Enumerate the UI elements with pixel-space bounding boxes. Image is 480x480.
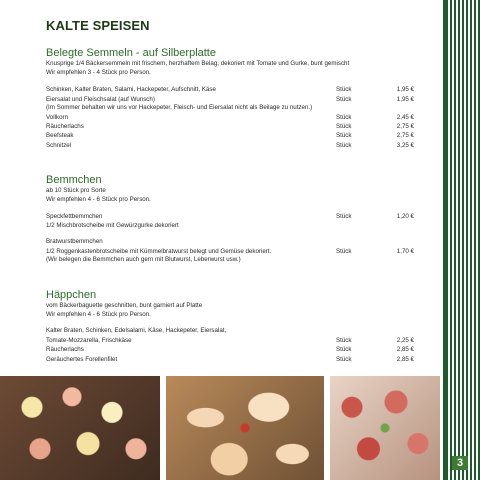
section-title: Bemmchen xyxy=(46,174,102,187)
section-title: Belegte Semmeln - auf Silberplatte xyxy=(46,47,216,59)
menu-item xyxy=(46,131,414,140)
section-description: Knusprige 1/4 Bäckersemmeln mit frischem, herzhaftem Belag, dekoriert mit Tomate und Gurke, bunt gemischt xyxy=(46,60,350,67)
section-semmeln xyxy=(46,47,414,150)
item-price: 1,70 € xyxy=(396,248,414,255)
item-unit: Stück xyxy=(336,86,352,94)
item-price: 2,45 € xyxy=(396,113,414,121)
item-price: 2,85 € xyxy=(396,355,414,363)
section-bemmchen xyxy=(46,174,414,265)
item-unit: Stück xyxy=(336,213,352,221)
section-haeppchen xyxy=(46,289,414,364)
item-unit: Stück xyxy=(336,248,352,255)
menu-content xyxy=(46,18,414,374)
item-unit: Stück xyxy=(336,95,352,103)
item-name: Räucherlachs xyxy=(46,123,84,130)
photo-haeppchen-platter xyxy=(166,376,324,480)
item-name: 1/2 Roggenkastenbrotscheibe mit Kümmelbratwurst belegt und Gemüse dekoriert. xyxy=(46,248,272,255)
section-description: vom Bäckerbaguette geschnitten, bunt garniert auf Platte xyxy=(46,302,203,309)
menu-item xyxy=(46,247,414,256)
page-number: 3 xyxy=(452,456,468,470)
photo-strip xyxy=(0,376,440,480)
item-price: 1,20 € xyxy=(396,213,414,221)
item-note: (Im Sommer behalten wir uns vor Hackepeter, Fleisch- und Eiersalat nicht als Beilage zu nutzen.) xyxy=(46,104,313,111)
section-recommendation: Wir empfehlen 4 - 6 Stück pro Person. xyxy=(46,310,151,318)
item-unit: Stück xyxy=(336,141,352,149)
item-note: (Wir belegen die Bemmchen auch gern mit Blutwurst, Leberwurst usw.) xyxy=(46,256,241,264)
menu-item xyxy=(46,113,414,122)
item-price: 2,25 € xyxy=(396,336,414,344)
item-name: Schnitzel xyxy=(46,141,72,149)
item-name: Beefsteak xyxy=(46,132,74,140)
menu-item xyxy=(46,212,414,221)
item-name: Schinken, Kalter Braten, Salami, Hackepeter, Aufschnitt, Käse xyxy=(46,86,216,94)
section-description: ab 10 Stück pro Sorte xyxy=(46,187,106,195)
item-unit: Stück xyxy=(336,113,352,121)
decorative-stripes xyxy=(446,0,480,480)
item-unit: Stück xyxy=(336,355,352,363)
menu-item xyxy=(46,345,414,354)
item-name: Kalter Braten, Schinken, Edelsalami, Käse, Hackepeter, Eiersalat, xyxy=(46,327,227,335)
section-title: Häppchen xyxy=(46,289,97,301)
item-name: Räucherlachs xyxy=(46,346,84,354)
menu-item xyxy=(46,122,414,131)
item-price: 2,75 € xyxy=(396,123,414,130)
item-price: 2,85 € xyxy=(396,346,414,354)
item-price: 2,75 € xyxy=(396,132,414,140)
menu-item xyxy=(46,355,414,364)
menu-item xyxy=(46,95,414,104)
item-description: 1/2 Mischbrotscheibe mit Gewürzgurke dekoriert xyxy=(46,221,179,229)
item-unit: Stück xyxy=(336,123,352,130)
item-name: Eiersalat und Fleischsalat (auf Wunsch) xyxy=(46,95,155,103)
menu-item xyxy=(46,336,414,345)
menu-item xyxy=(46,141,414,150)
item-name: Geräuchertes Forellenfilet xyxy=(46,355,118,363)
item-name: Speckfettbemmchen xyxy=(46,213,103,221)
section-recommendation: Wir empfehlen 3 - 4 Stück pro Person. xyxy=(46,68,151,76)
item-price: 1,95 € xyxy=(396,95,414,103)
item-price: 3,25 € xyxy=(396,141,414,149)
item-unit: Stück xyxy=(336,346,352,354)
section-recommendation: Wir empfehlen 4 - 6 Stück pro Person. xyxy=(46,195,151,203)
page-title: KALTE SPEISEN xyxy=(46,18,150,33)
photo-bemmchen-platter xyxy=(330,376,440,480)
item-price: 1,95 € xyxy=(396,86,414,94)
item-unit: Stück xyxy=(336,132,352,140)
photo-semmeln-platter xyxy=(0,376,160,480)
item-title: Bratwurstbemmchen xyxy=(46,238,103,246)
item-name: Vollkorn xyxy=(46,113,69,121)
menu-item xyxy=(46,85,414,94)
item-name: Tomate-Mozzarella, Frischkäse xyxy=(46,336,132,344)
item-unit: Stück xyxy=(336,336,352,344)
